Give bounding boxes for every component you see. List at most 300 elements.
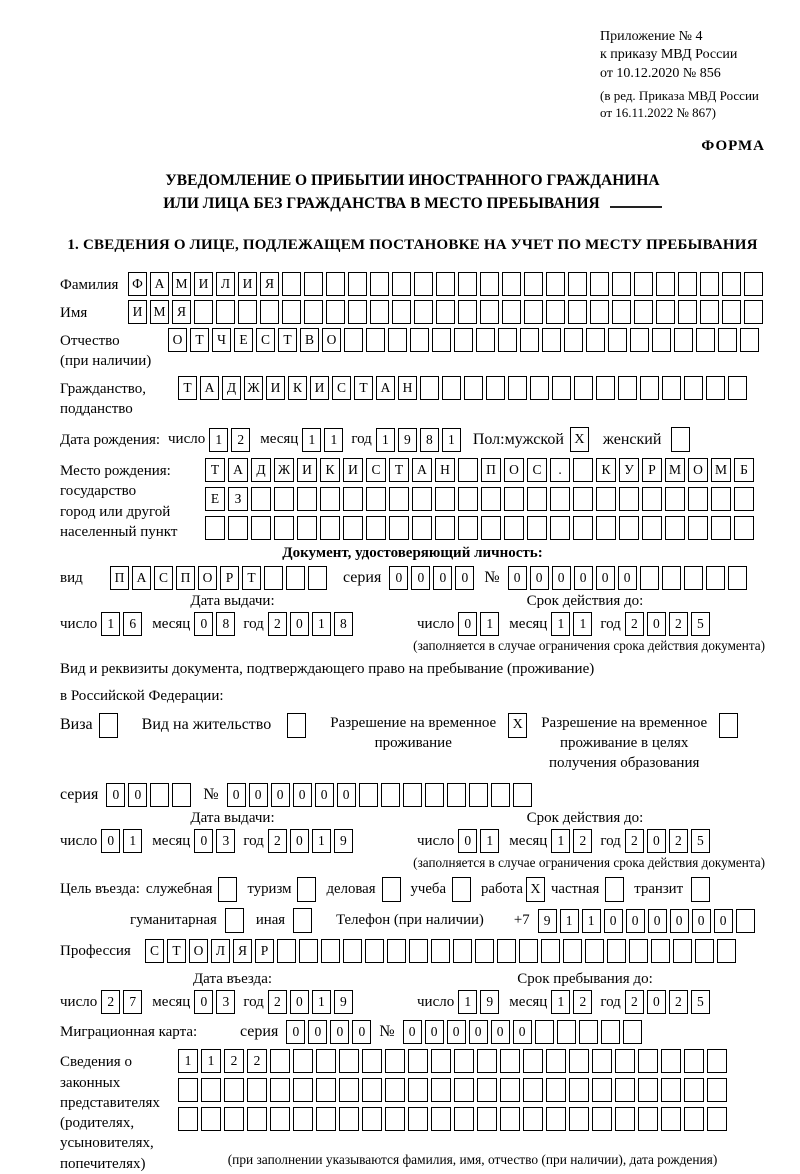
char-cell[interactable] xyxy=(607,939,626,963)
char-cell[interactable]: П xyxy=(110,566,129,590)
char-cell[interactable] xyxy=(477,1107,497,1131)
char-cell[interactable]: У xyxy=(619,458,639,482)
char-cell[interactable] xyxy=(673,939,692,963)
char-cell[interactable] xyxy=(590,300,609,324)
char-cell[interactable] xyxy=(638,1107,658,1131)
phone-field[interactable] xyxy=(538,909,755,933)
char-cell[interactable]: Я xyxy=(233,939,252,963)
char-cell[interactable]: 2 xyxy=(268,612,287,636)
char-cell[interactable] xyxy=(486,376,505,400)
char-cell[interactable]: 6 xyxy=(123,612,142,636)
birth-year-field[interactable] xyxy=(376,428,461,452)
entry-year-field[interactable] xyxy=(268,990,353,1014)
char-cell[interactable] xyxy=(546,1049,566,1073)
char-cell[interactable] xyxy=(523,1107,543,1131)
char-cell[interactable]: 1 xyxy=(480,612,499,636)
char-cell[interactable]: В xyxy=(300,328,319,352)
char-cell[interactable] xyxy=(527,516,547,540)
char-cell[interactable] xyxy=(542,328,561,352)
char-cell[interactable] xyxy=(684,1078,704,1102)
char-cell[interactable]: 3 xyxy=(216,829,235,853)
char-cell[interactable] xyxy=(205,516,225,540)
char-cell[interactable] xyxy=(348,272,367,296)
char-cell[interactable] xyxy=(228,516,248,540)
char-cell[interactable] xyxy=(740,328,759,352)
char-cell[interactable] xyxy=(706,566,725,590)
char-cell[interactable]: 8 xyxy=(420,428,439,452)
char-cell[interactable]: Ч xyxy=(212,328,231,352)
char-cell[interactable]: Т xyxy=(354,376,373,400)
char-cell[interactable] xyxy=(615,1049,635,1073)
char-cell[interactable]: 5 xyxy=(691,829,710,853)
char-cell[interactable]: 0 xyxy=(604,909,623,933)
doc-type-field[interactable] xyxy=(110,566,327,590)
char-cell[interactable] xyxy=(410,328,429,352)
stay-year-field[interactable] xyxy=(625,990,710,1014)
char-cell[interactable] xyxy=(642,516,662,540)
char-cell[interactable]: 0 xyxy=(618,566,637,590)
char-cell[interactable] xyxy=(270,1107,290,1131)
char-cell[interactable]: 9 xyxy=(538,909,557,933)
char-cell[interactable]: 0 xyxy=(128,783,147,807)
char-cell[interactable] xyxy=(744,272,763,296)
char-cell[interactable] xyxy=(442,376,461,400)
char-cell[interactable] xyxy=(630,328,649,352)
char-cell[interactable]: Е xyxy=(234,328,253,352)
entry-month-field[interactable] xyxy=(194,990,235,1014)
char-cell[interactable] xyxy=(362,1107,382,1131)
char-cell[interactable] xyxy=(707,1078,727,1102)
char-cell[interactable] xyxy=(634,300,653,324)
char-cell[interactable]: Д xyxy=(251,458,271,482)
char-cell[interactable]: 0 xyxy=(626,909,645,933)
char-cell[interactable] xyxy=(573,458,593,482)
char-cell[interactable]: 1 xyxy=(312,829,331,853)
char-cell[interactable]: И xyxy=(238,272,257,296)
char-cell[interactable]: 0 xyxy=(469,1020,488,1044)
char-cell[interactable] xyxy=(431,1049,451,1073)
char-cell[interactable] xyxy=(297,487,317,511)
char-cell[interactable]: 1 xyxy=(312,612,331,636)
char-cell[interactable]: Е xyxy=(205,487,225,511)
char-cell[interactable]: О xyxy=(198,566,217,590)
char-cell[interactable] xyxy=(491,783,510,807)
char-cell[interactable]: С xyxy=(145,939,164,963)
char-cell[interactable]: 0 xyxy=(425,1020,444,1044)
stay-month-field[interactable] xyxy=(551,990,592,1014)
char-cell[interactable]: С xyxy=(527,458,547,482)
char-cell[interactable]: 0 xyxy=(403,1020,422,1044)
char-cell[interactable] xyxy=(414,272,433,296)
char-cell[interactable]: 8 xyxy=(216,612,235,636)
char-cell[interactable] xyxy=(389,516,409,540)
char-cell[interactable] xyxy=(717,939,736,963)
representatives-field-row3[interactable] xyxy=(178,1107,727,1131)
char-cell[interactable] xyxy=(596,516,616,540)
char-cell[interactable] xyxy=(458,487,478,511)
char-cell[interactable] xyxy=(201,1078,221,1102)
char-cell[interactable] xyxy=(477,1049,497,1073)
char-cell[interactable]: 0 xyxy=(530,566,549,590)
char-cell[interactable]: 2 xyxy=(224,1049,244,1073)
char-cell[interactable] xyxy=(684,566,703,590)
char-cell[interactable] xyxy=(502,272,521,296)
char-cell[interactable] xyxy=(706,376,725,400)
char-cell[interactable] xyxy=(550,487,570,511)
char-cell[interactable]: 0 xyxy=(106,783,125,807)
char-cell[interactable]: Т xyxy=(389,458,409,482)
char-cell[interactable] xyxy=(497,939,516,963)
doc-number-field[interactable] xyxy=(508,566,747,590)
char-cell[interactable] xyxy=(343,516,363,540)
char-cell[interactable]: 0 xyxy=(194,990,213,1014)
char-cell[interactable]: Р xyxy=(255,939,274,963)
char-cell[interactable] xyxy=(362,1049,382,1073)
char-cell[interactable] xyxy=(498,328,517,352)
char-cell[interactable]: 2 xyxy=(573,990,592,1014)
char-cell[interactable]: 1 xyxy=(123,829,142,853)
char-cell[interactable] xyxy=(684,1107,704,1131)
char-cell[interactable] xyxy=(661,1049,681,1073)
char-cell[interactable]: 3 xyxy=(216,990,235,1014)
char-cell[interactable] xyxy=(238,300,257,324)
char-cell[interactable] xyxy=(432,328,451,352)
char-cell[interactable]: 0 xyxy=(513,1020,532,1044)
char-cell[interactable] xyxy=(688,516,708,540)
char-cell[interactable] xyxy=(586,328,605,352)
char-cell[interactable] xyxy=(178,1107,198,1131)
char-cell[interactable]: О xyxy=(189,939,208,963)
char-cell[interactable] xyxy=(695,939,714,963)
permit-number-field[interactable] xyxy=(227,783,532,807)
char-cell[interactable]: 0 xyxy=(286,1020,305,1044)
char-cell[interactable] xyxy=(579,1020,598,1044)
char-cell[interactable] xyxy=(293,1078,313,1102)
char-cell[interactable]: Б xyxy=(734,458,754,482)
permit-valid-day-field[interactable] xyxy=(458,829,499,853)
char-cell[interactable] xyxy=(596,376,615,400)
char-cell[interactable] xyxy=(172,783,191,807)
char-cell[interactable] xyxy=(277,939,296,963)
migcard-series-field[interactable] xyxy=(286,1020,371,1044)
char-cell[interactable] xyxy=(299,939,318,963)
char-cell[interactable]: М xyxy=(665,458,685,482)
purpose-humanitarian-checkbox[interactable] xyxy=(225,908,244,933)
char-cell[interactable]: С xyxy=(256,328,275,352)
char-cell[interactable] xyxy=(728,566,747,590)
char-cell[interactable] xyxy=(409,939,428,963)
temp-residence-checkbox[interactable]: X xyxy=(508,713,527,738)
char-cell[interactable] xyxy=(293,1049,313,1073)
char-cell[interactable]: 0 xyxy=(552,566,571,590)
char-cell[interactable] xyxy=(688,487,708,511)
char-cell[interactable] xyxy=(638,1078,658,1102)
char-cell[interactable]: 2 xyxy=(268,990,287,1014)
char-cell[interactable] xyxy=(150,783,169,807)
char-cell[interactable] xyxy=(662,566,681,590)
char-cell[interactable] xyxy=(412,516,432,540)
char-cell[interactable]: 0 xyxy=(249,783,268,807)
char-cell[interactable]: С xyxy=(332,376,351,400)
char-cell[interactable]: Р xyxy=(642,458,662,482)
char-cell[interactable] xyxy=(546,1107,566,1131)
char-cell[interactable]: 0 xyxy=(596,566,615,590)
char-cell[interactable]: Л xyxy=(216,272,235,296)
char-cell[interactable]: 0 xyxy=(290,990,309,1014)
char-cell[interactable]: 0 xyxy=(330,1020,349,1044)
purpose-transit-checkbox[interactable] xyxy=(691,877,710,902)
char-cell[interactable]: 1 xyxy=(178,1049,198,1073)
char-cell[interactable]: И xyxy=(194,272,213,296)
char-cell[interactable]: 0 xyxy=(447,1020,466,1044)
char-cell[interactable]: 0 xyxy=(574,566,593,590)
char-cell[interactable]: 0 xyxy=(458,829,477,853)
char-cell[interactable]: Ж xyxy=(244,376,263,400)
char-cell[interactable]: 1 xyxy=(209,428,228,452)
char-cell[interactable]: Т xyxy=(167,939,186,963)
char-cell[interactable] xyxy=(568,272,587,296)
char-cell[interactable] xyxy=(316,1078,336,1102)
char-cell[interactable]: А xyxy=(412,458,432,482)
char-cell[interactable] xyxy=(216,300,235,324)
char-cell[interactable]: К xyxy=(288,376,307,400)
char-cell[interactable] xyxy=(454,328,473,352)
char-cell[interactable] xyxy=(661,1078,681,1102)
char-cell[interactable] xyxy=(339,1049,359,1073)
char-cell[interactable] xyxy=(546,1078,566,1102)
char-cell[interactable]: 2 xyxy=(625,990,644,1014)
char-cell[interactable] xyxy=(308,566,327,590)
char-cell[interactable]: 1 xyxy=(201,1049,221,1073)
doc-valid-month-field[interactable] xyxy=(551,612,592,636)
doc-issue-year-field[interactable] xyxy=(268,612,353,636)
char-cell[interactable]: А xyxy=(200,376,219,400)
char-cell[interactable] xyxy=(707,1107,727,1131)
char-cell[interactable] xyxy=(615,1078,635,1102)
char-cell[interactable] xyxy=(343,939,362,963)
char-cell[interactable] xyxy=(523,1078,543,1102)
purpose-other-checkbox[interactable] xyxy=(293,908,312,933)
permit-issue-year-field[interactable] xyxy=(268,829,353,853)
char-cell[interactable] xyxy=(638,1049,658,1073)
char-cell[interactable] xyxy=(728,376,747,400)
char-cell[interactable] xyxy=(601,1020,620,1044)
char-cell[interactable] xyxy=(734,487,754,511)
profession-field[interactable] xyxy=(145,939,736,963)
char-cell[interactable]: Я xyxy=(260,272,279,296)
char-cell[interactable] xyxy=(458,516,478,540)
char-cell[interactable] xyxy=(546,272,565,296)
char-cell[interactable] xyxy=(718,328,737,352)
permit-issue-day-field[interactable] xyxy=(101,829,142,853)
char-cell[interactable]: 0 xyxy=(290,612,309,636)
char-cell[interactable]: 2 xyxy=(101,990,120,1014)
char-cell[interactable] xyxy=(458,458,478,482)
char-cell[interactable]: И xyxy=(310,376,329,400)
char-cell[interactable]: 0 xyxy=(411,566,430,590)
char-cell[interactable]: 0 xyxy=(670,909,689,933)
char-cell[interactable]: 0 xyxy=(389,566,408,590)
char-cell[interactable]: О xyxy=(504,458,524,482)
char-cell[interactable] xyxy=(408,1049,428,1073)
doc-valid-year-field[interactable] xyxy=(625,612,710,636)
char-cell[interactable]: Ф xyxy=(128,272,147,296)
char-cell[interactable] xyxy=(504,516,524,540)
char-cell[interactable] xyxy=(224,1078,244,1102)
char-cell[interactable]: 2 xyxy=(625,612,644,636)
char-cell[interactable] xyxy=(344,328,363,352)
char-cell[interactable] xyxy=(569,1078,589,1102)
char-cell[interactable] xyxy=(665,516,685,540)
char-cell[interactable]: 1 xyxy=(551,612,570,636)
char-cell[interactable] xyxy=(385,1078,405,1102)
char-cell[interactable] xyxy=(469,783,488,807)
char-cell[interactable] xyxy=(224,1107,244,1131)
char-cell[interactable] xyxy=(326,300,345,324)
char-cell[interactable]: 0 xyxy=(648,909,667,933)
char-cell[interactable]: 2 xyxy=(669,612,688,636)
char-cell[interactable] xyxy=(734,516,754,540)
doc-valid-day-field[interactable] xyxy=(458,612,499,636)
char-cell[interactable]: Д xyxy=(222,376,241,400)
char-cell[interactable] xyxy=(251,516,271,540)
char-cell[interactable]: И xyxy=(266,376,285,400)
char-cell[interactable] xyxy=(297,516,317,540)
doc-issue-day-field[interactable] xyxy=(101,612,142,636)
char-cell[interactable] xyxy=(414,300,433,324)
char-cell[interactable] xyxy=(320,487,340,511)
char-cell[interactable]: Н xyxy=(435,458,455,482)
representatives-field-row2[interactable] xyxy=(178,1078,727,1102)
char-cell[interactable] xyxy=(316,1107,336,1131)
char-cell[interactable] xyxy=(569,1049,589,1073)
char-cell[interactable]: 1 xyxy=(101,612,120,636)
char-cell[interactable] xyxy=(339,1107,359,1131)
birthplace-field-row1[interactable] xyxy=(205,458,754,482)
doc-issue-month-field[interactable] xyxy=(194,612,235,636)
char-cell[interactable] xyxy=(722,300,741,324)
char-cell[interactable]: 2 xyxy=(669,990,688,1014)
char-cell[interactable] xyxy=(260,300,279,324)
char-cell[interactable] xyxy=(408,1107,428,1131)
char-cell[interactable]: 9 xyxy=(398,428,417,452)
char-cell[interactable] xyxy=(615,1107,635,1131)
char-cell[interactable] xyxy=(436,272,455,296)
char-cell[interactable]: 9 xyxy=(480,990,499,1014)
char-cell[interactable] xyxy=(388,328,407,352)
char-cell[interactable] xyxy=(500,1107,520,1131)
char-cell[interactable] xyxy=(366,487,386,511)
char-cell[interactable] xyxy=(365,939,384,963)
char-cell[interactable] xyxy=(370,272,389,296)
char-cell[interactable] xyxy=(500,1078,520,1102)
char-cell[interactable] xyxy=(523,1049,543,1073)
char-cell[interactable] xyxy=(573,487,593,511)
char-cell[interactable]: Л xyxy=(211,939,230,963)
char-cell[interactable]: Т xyxy=(242,566,261,590)
char-cell[interactable] xyxy=(642,487,662,511)
migcard-number-field[interactable] xyxy=(403,1020,642,1044)
char-cell[interactable]: 2 xyxy=(268,829,287,853)
char-cell[interactable] xyxy=(590,272,609,296)
char-cell[interactable]: З xyxy=(228,487,248,511)
char-cell[interactable]: 1 xyxy=(573,612,592,636)
char-cell[interactable] xyxy=(661,1107,681,1131)
char-cell[interactable] xyxy=(381,783,400,807)
char-cell[interactable] xyxy=(435,516,455,540)
char-cell[interactable] xyxy=(293,1107,313,1131)
char-cell[interactable] xyxy=(458,300,477,324)
char-cell[interactable]: О xyxy=(688,458,708,482)
birthplace-field-row3[interactable] xyxy=(205,516,754,540)
char-cell[interactable]: 0 xyxy=(647,829,666,853)
char-cell[interactable]: 0 xyxy=(308,1020,327,1044)
char-cell[interactable] xyxy=(684,376,703,400)
purpose-official-checkbox[interactable] xyxy=(218,877,237,902)
char-cell[interactable] xyxy=(651,939,670,963)
char-cell[interactable] xyxy=(629,939,648,963)
char-cell[interactable] xyxy=(546,300,565,324)
char-cell[interactable] xyxy=(247,1078,267,1102)
char-cell[interactable] xyxy=(348,300,367,324)
char-cell[interactable]: П xyxy=(176,566,195,590)
char-cell[interactable] xyxy=(453,939,472,963)
char-cell[interactable] xyxy=(678,272,697,296)
char-cell[interactable]: 5 xyxy=(691,612,710,636)
char-cell[interactable] xyxy=(387,939,406,963)
char-cell[interactable]: Р xyxy=(220,566,239,590)
char-cell[interactable]: 0 xyxy=(647,990,666,1014)
char-cell[interactable] xyxy=(408,1078,428,1102)
char-cell[interactable] xyxy=(480,300,499,324)
char-cell[interactable] xyxy=(304,272,323,296)
char-cell[interactable] xyxy=(564,328,583,352)
residence-permit-checkbox[interactable] xyxy=(287,713,306,738)
char-cell[interactable]: 1 xyxy=(560,909,579,933)
char-cell[interactable]: 0 xyxy=(508,566,527,590)
char-cell[interactable] xyxy=(550,516,570,540)
char-cell[interactable] xyxy=(362,1078,382,1102)
char-cell[interactable] xyxy=(385,1107,405,1131)
char-cell[interactable]: 1 xyxy=(551,990,570,1014)
char-cell[interactable]: 0 xyxy=(194,829,213,853)
char-cell[interactable]: . xyxy=(550,458,570,482)
char-cell[interactable] xyxy=(711,487,731,511)
char-cell[interactable] xyxy=(524,300,543,324)
char-cell[interactable]: 0 xyxy=(194,612,213,636)
char-cell[interactable] xyxy=(458,272,477,296)
char-cell[interactable] xyxy=(282,300,301,324)
char-cell[interactable] xyxy=(431,939,450,963)
char-cell[interactable]: 2 xyxy=(625,829,644,853)
char-cell[interactable] xyxy=(619,487,639,511)
char-cell[interactable]: 1 xyxy=(312,990,331,1014)
char-cell[interactable] xyxy=(722,272,741,296)
entry-day-field[interactable] xyxy=(101,990,142,1014)
char-cell[interactable] xyxy=(274,487,294,511)
birthplace-field-row2[interactable] xyxy=(205,487,754,511)
permit-valid-year-field[interactable] xyxy=(625,829,710,853)
permit-series-field[interactable] xyxy=(106,783,191,807)
sex-female-checkbox[interactable] xyxy=(671,427,690,452)
char-cell[interactable]: М xyxy=(150,300,169,324)
char-cell[interactable] xyxy=(568,300,587,324)
char-cell[interactable]: 7 xyxy=(123,990,142,1014)
char-cell[interactable]: 9 xyxy=(334,829,353,853)
name-field[interactable] xyxy=(128,300,763,324)
char-cell[interactable] xyxy=(634,272,653,296)
char-cell[interactable] xyxy=(585,939,604,963)
